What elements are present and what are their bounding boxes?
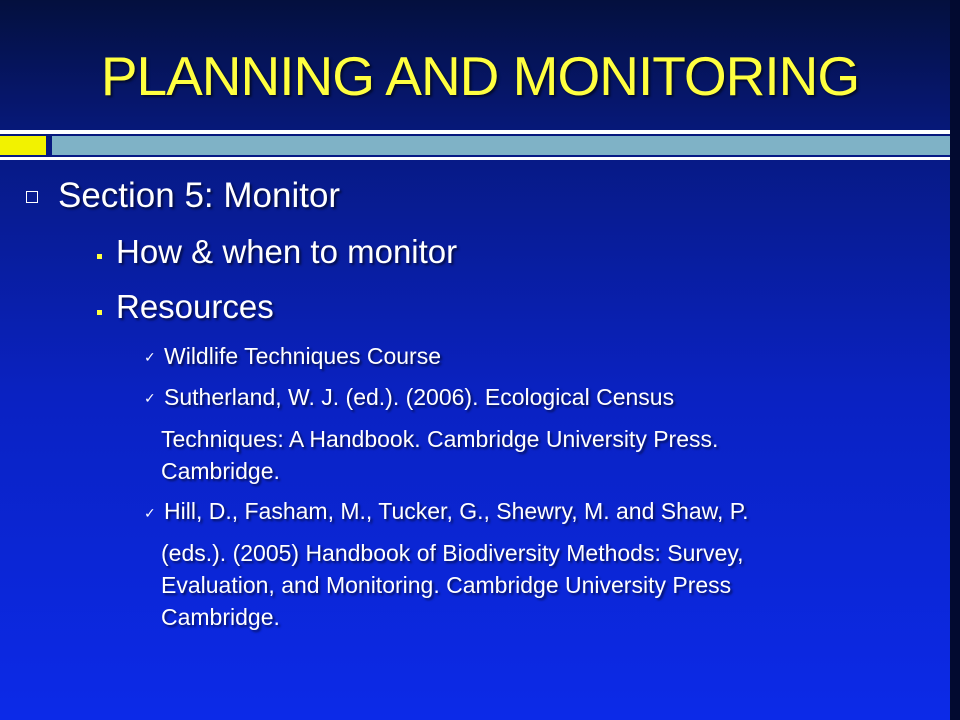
checkmark-icon: ✓ bbox=[144, 349, 156, 365]
divider-line-top bbox=[0, 130, 950, 134]
resource-continuation: Evaluation, and Monitoring. Cambridge University Press bbox=[161, 572, 732, 598]
resource-item: Sutherland, W. J. (ed.). (2006). Ecological Census bbox=[164, 384, 675, 410]
bullet-how-when: How & when to monitor bbox=[116, 233, 458, 270]
right-edge-strip bbox=[950, 0, 960, 720]
divider-accent-block bbox=[0, 136, 46, 155]
resource-continuation: Techniques: A Handbook. Cambridge University Press. bbox=[161, 426, 719, 452]
checkmark-icon: ✓ bbox=[144, 505, 156, 521]
slide-title: PLANNING AND MONITORING bbox=[100, 45, 860, 107]
checkmark-icon: ✓ bbox=[144, 390, 156, 406]
bullet-section-5: Section 5: Monitor bbox=[58, 176, 341, 215]
square-bullet-icon bbox=[97, 310, 102, 315]
resource-continuation: Cambridge. bbox=[161, 458, 280, 484]
bullet-resources: Resources bbox=[116, 288, 274, 325]
resource-continuation: (eds.). (2005) Handbook of Biodiversity Methods: Survey, bbox=[161, 540, 744, 566]
divider-line-bottom bbox=[0, 157, 950, 160]
resource-item: Hill, D., Fasham, M., Tucker, G., Shewry, M. and Shaw, P. bbox=[164, 498, 749, 524]
resource-continuation: Cambridge. bbox=[161, 604, 280, 630]
title-divider bbox=[0, 130, 950, 160]
divider-band bbox=[52, 136, 950, 155]
square-bullet-icon bbox=[26, 191, 38, 203]
resource-item: Wildlife Techniques Course bbox=[164, 343, 441, 369]
square-bullet-icon bbox=[97, 254, 102, 259]
